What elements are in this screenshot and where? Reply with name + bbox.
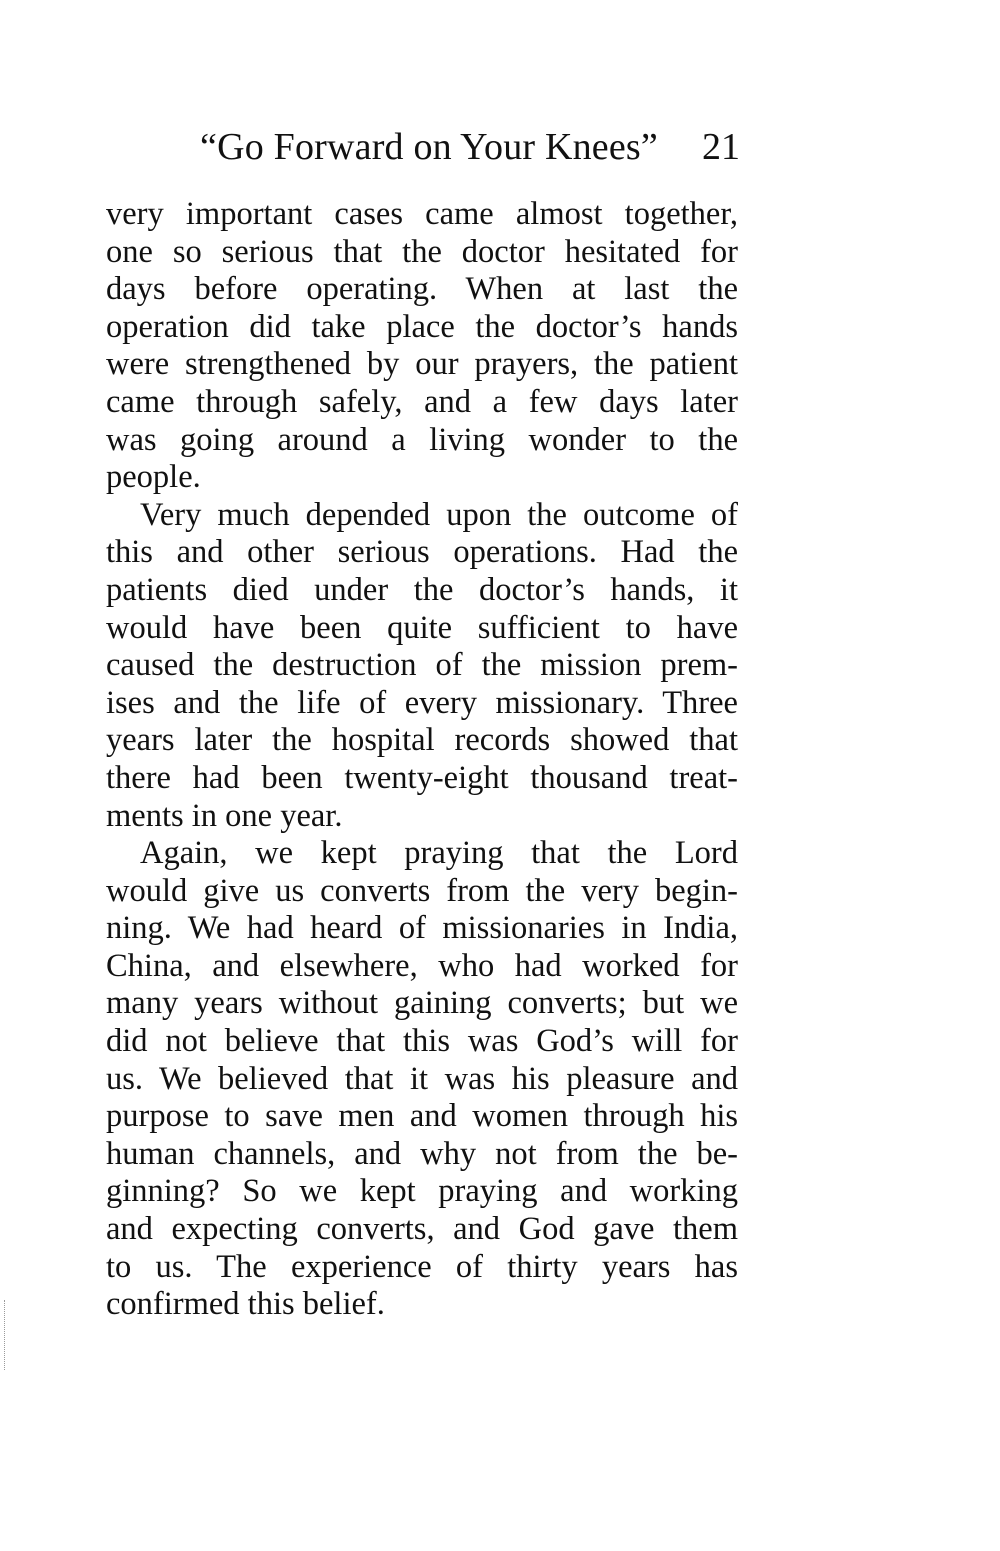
text-line: very important cases came almost together, xyxy=(106,196,738,232)
text-line: ments in one year. xyxy=(106,797,343,834)
text-line: patients died under the doctor’s hands, it xyxy=(106,571,738,608)
text-line: many years without gaining converts; but we xyxy=(106,985,738,1022)
text-line: ning. We had heard of missionaries in India, xyxy=(106,910,738,947)
text-line: would give us converts from the very begin- xyxy=(106,872,738,909)
text-line: purpose to save men and women through his xyxy=(106,1098,738,1135)
text-line: was going around a living wonder to the xyxy=(106,421,738,458)
text-line: human channels, and why not from the be- xyxy=(106,1135,738,1172)
text-line: would have been quite sufficient to have xyxy=(106,609,738,646)
text-line: there had been twenty-eight thousand treat- xyxy=(106,759,738,796)
text-line: caused the destruction of the mission prem- xyxy=(106,647,738,684)
running-title: “Go Forward on Your Knees” xyxy=(200,126,658,168)
scan-margin-mark xyxy=(4,1300,6,1370)
text-line: this and other serious operations. Had the xyxy=(106,534,738,571)
text-line: years later the hospital records showed that xyxy=(106,722,738,759)
text-line: ginning? So we kept praying and working xyxy=(106,1173,738,1210)
text-line: one so serious that the doctor hesitated for xyxy=(106,233,738,270)
text-line: operation did take place the doctor’s hands xyxy=(106,308,738,345)
text-line: days before operating. When at last the xyxy=(106,271,738,308)
text-line: came through safely, and a few days later xyxy=(106,383,738,420)
text-line: ises and the life of every missionary. Three xyxy=(106,684,738,721)
running-head xyxy=(200,122,740,172)
body-text xyxy=(106,196,738,1324)
text-line: to us. The experience of thirty years has xyxy=(106,1248,738,1285)
text-line: Very much depended upon the outcome of xyxy=(140,496,738,533)
text-line: and expecting converts, and God gave them xyxy=(106,1211,738,1248)
text-line: us. We believed that it was his pleasure and xyxy=(106,1060,738,1097)
text-line: did not believe that this was God’s will for xyxy=(106,1023,738,1060)
text-line: were strengthened by our prayers, the patient xyxy=(106,346,738,383)
text-line: China, and elsewhere, who had worked for xyxy=(106,947,738,984)
text-line: Again, we kept praying that the Lord xyxy=(140,835,738,872)
text-line: people. xyxy=(106,459,201,496)
text-line: confirmed this belief. xyxy=(106,1286,385,1323)
page-number: 21 xyxy=(702,126,740,168)
